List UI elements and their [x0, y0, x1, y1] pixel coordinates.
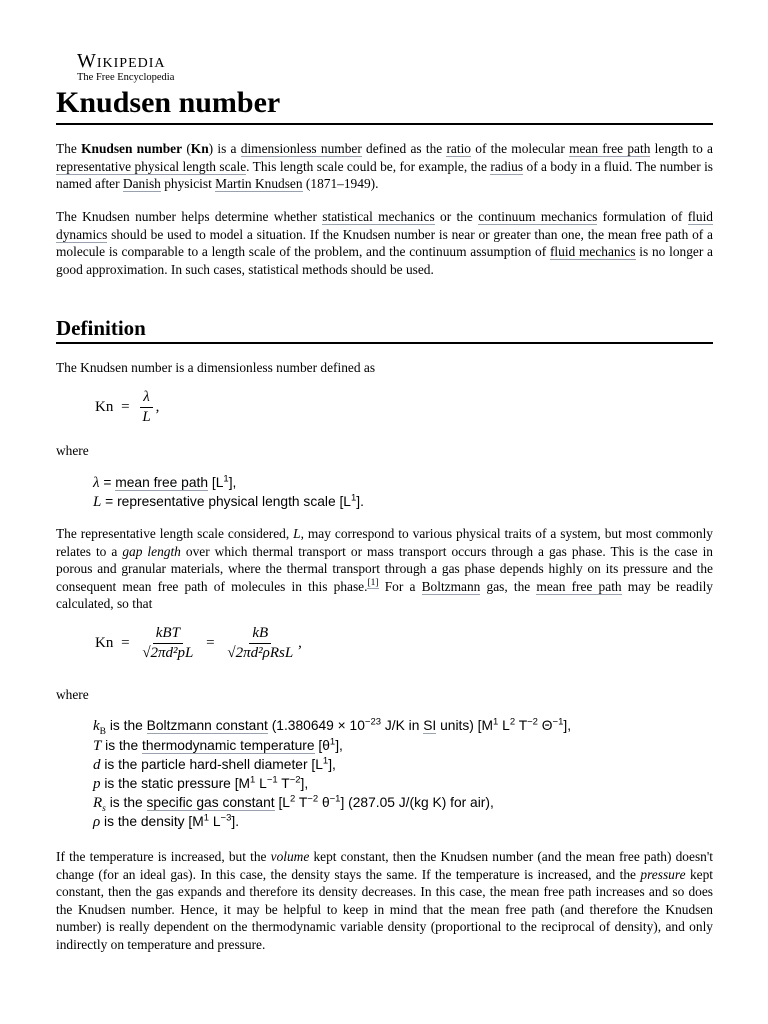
- symbol-d: d: [93, 757, 101, 773]
- page-title: Knudsen number: [56, 86, 281, 119]
- link-martin-knudsen[interactable]: Martin Knudsen: [215, 176, 303, 192]
- link-dimensionless-number[interactable]: dimensionless number: [240, 141, 362, 156]
- variable-kb: $k_B$ is the Boltzmann constant ($1.380649 \times 10^{-23}$ J/K in SI units) [$M^1$ $L^2$ $T^{-2}$ $\Theta^{-1}$],: [93, 716, 572, 737]
- variable-lambda: λ = mean free path $[L^1]$,: [93, 473, 237, 491]
- section-divider: [56, 342, 713, 344]
- eq2-fraction-1: [139, 625, 196, 662]
- variable-Rs: $R_s$ is the specific gas constant [$L^2$ $T^{-2}$ $\theta^{-1}$] (287.05 J/(kg K) for air),: [93, 793, 494, 814]
- wikipedia-logo[interactable]: [77, 51, 174, 84]
- eq-fraction: [139, 389, 153, 426]
- paragraph-length-scale: The representative length scale considered, L, may correspond to various physical traits of a system, but most commonly relates to a gap length over which thermal transport or mass transport occurs through a gas phase. This is the case in porous and granular materials, where the thermal transport through a gas phase depends highly on its pressure and the consequent mean free path of molecules in this phase.[1] For a Boltzmann gas, the mean free path may be readily calculated, so that: [56, 526, 713, 612]
- abbr-bold: Kn: [190, 141, 209, 156]
- eq-equals: =: [121, 398, 130, 415]
- link-mean-free-path[interactable]: mean free path: [569, 141, 651, 156]
- eq2-fraction-2: [224, 625, 296, 662]
- link-ratio[interactable]: ratio: [446, 141, 472, 156]
- eq-lhs: Kn: [95, 398, 114, 415]
- variable-T: T is the thermodynamic temperature $[\theta^1]$,: [93, 736, 343, 754]
- link-specific-gas-constant[interactable]: specific gas constant: [146, 795, 275, 810]
- eq2-equals-1: =: [121, 634, 130, 651]
- where-label-2: where: [56, 687, 89, 702]
- eq2-lhs: Kn: [95, 634, 114, 651]
- symbol-lambda: λ: [93, 475, 100, 491]
- variable-d: d is the particle hard-shell diameter $[L^1]$,: [93, 755, 336, 773]
- link-mean-free-path-2[interactable]: mean free path: [115, 475, 209, 490]
- term-bold: Knudsen number: [81, 141, 183, 156]
- eq2-equals-2: =: [206, 634, 215, 651]
- symbol-kb: $k_B$: [93, 718, 107, 737]
- link-fluid-dynamics[interactable]: fluid dynamics: [56, 209, 713, 242]
- symbol-rho: ρ: [93, 814, 101, 830]
- variable-L: L = representative physical length scale $[L^1]$.: [93, 492, 364, 510]
- link-mean-free-path-3[interactable]: mean free path: [536, 578, 622, 594]
- link-si[interactable]: SI: [423, 718, 437, 733]
- symbol-Rs: $R_s$: [93, 795, 106, 814]
- eq2-denominator-2: √2πd²ρRsL: [227, 645, 294, 661]
- paragraph-temperature: If the temperature is increased, but the volume kept constant, then the Knudsen number (and the mean free path) doesn't change (for an ideal gas). In this case, the density stays the same. If the temperature is increased, and the pressure kept constant, then the gas expands and therefore its density decreases. In this case, the mean free path increases and so does the Knudsen number. Hence, it may be helpful to keep in mind that the mean free path (and therefore the Knudsen number) is really dependent on the thermodynamic variable density (proportional to the reciprocal of density), and only indirectly on temperature and pressure.: [56, 849, 714, 952]
- section-heading-definition: Definition: [56, 316, 146, 340]
- eq2-numerator-1: kBT: [153, 625, 183, 644]
- symbol-T: T: [93, 738, 102, 754]
- logo-wordmark: Wikipedia: [77, 50, 166, 72]
- variable-p: p is the static pressure [$M^1$ $L^{-1}$ $T^{-2}$],: [93, 774, 309, 792]
- equation-knudsen-definition: [95, 389, 159, 426]
- eq2-numerator-2: kB: [249, 625, 271, 644]
- eq2-comma: ,: [298, 634, 302, 651]
- link-radius[interactable]: radius: [490, 158, 524, 174]
- link-boltzmann-constant[interactable]: Boltzmann constant: [146, 718, 268, 733]
- logo-tagline: The Free Encyclopedia: [77, 72, 175, 83]
- where-label-1: where: [56, 443, 89, 458]
- symbol-p: p: [93, 776, 101, 792]
- link-boltzmann[interactable]: Boltzmann: [421, 578, 481, 594]
- reference-1[interactable]: [1]: [367, 578, 379, 589]
- link-fluid-mechanics[interactable]: fluid mechanics: [549, 244, 636, 260]
- link-statistical-mechanics[interactable]: statistical mechanics: [322, 209, 435, 224]
- eq-denominator: L: [142, 409, 151, 425]
- equation-knudsen-boltzmann: [95, 625, 302, 662]
- definition-intro: The Knudsen number is a dimensionless number defined as: [56, 360, 376, 375]
- intro-paragraph-1: The Knudsen number (Kn) is a dimensionless number defined as the ratio of the molecular mean free path length to a representative physical length scale. This length scale could be, for example, the radius of a body in a fluid. The number is named after Danish physicist Martin Knudsen (1871–1949).: [56, 141, 714, 192]
- symbol-L: L: [93, 494, 102, 510]
- title-divider: [56, 123, 713, 125]
- intro-paragraph-2: The Knudsen number helps determine whether statistical mechanics or the continuum mechanics formulation of fluid dynamics should be used to model a situation. If the Knudsen number is near or greater than one, the mean free path of a molecule is comparable to a length scale of the problem, and the continuum assumption of fluid mechanics is no longer a good approximation. In such cases, statistical methods should be used.: [56, 209, 713, 277]
- eq-comma: ,: [155, 398, 160, 415]
- eq-numerator: λ: [140, 389, 153, 408]
- link-length-scale[interactable]: representative physical length scale: [56, 158, 247, 174]
- link-danish[interactable]: Danish: [122, 176, 161, 192]
- eq2-denominator-1: √2πd²pL: [142, 645, 194, 661]
- link-continuum-mechanics[interactable]: continuum mechanics: [478, 209, 598, 224]
- variable-rho: ρ is the density [$M^1$ $L^{-3}$].: [93, 812, 240, 830]
- link-thermodynamic-temperature[interactable]: thermodynamic temperature: [142, 738, 315, 753]
